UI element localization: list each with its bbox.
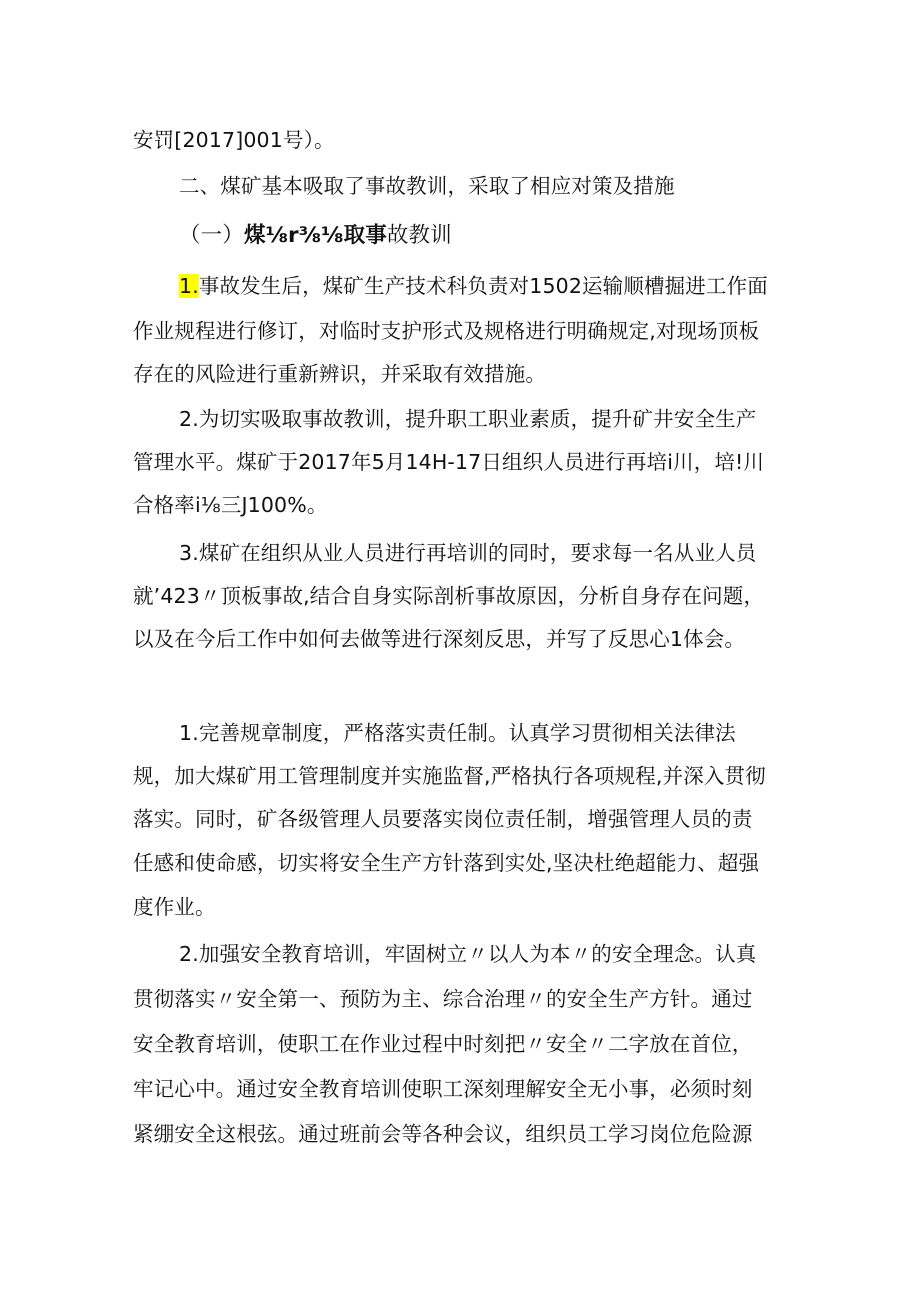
sub-one-heading bbox=[179, 222, 849, 250]
paragraph-line bbox=[179, 719, 849, 747]
paragraph-text: .煤矿在组织从业人员进行再培训的同时，要求每一名从业人员 bbox=[192, 541, 757, 565]
highlighted-marker: 1. bbox=[179, 274, 199, 298]
paragraph-text: 任感和使命感，切实将安全生产方针落到实处,坚决杜绝超能力、超强 bbox=[133, 851, 760, 875]
paragraph-text: 存在的风险进行重新辨识，并采取有效措施。 bbox=[133, 362, 546, 386]
paragraph-line bbox=[133, 762, 803, 790]
paragraph-text: 规，加大煤矿用工管理制度并实施监督,严格执行各项规程,并深入贯彻 bbox=[133, 764, 766, 788]
item-marker: 1 bbox=[179, 721, 193, 745]
paragraph-line bbox=[133, 360, 803, 388]
item-marker: 2 bbox=[179, 407, 193, 431]
reference-line bbox=[133, 126, 803, 154]
paragraph-line bbox=[133, 491, 803, 519]
item-marker: 3 bbox=[179, 541, 193, 565]
paragraph-text: .完善规章制度，严格落实责任制。认真学习贯彻相关法律法 bbox=[192, 721, 736, 745]
paragraph-text: 事故发生后，煤矿生产技术科负责对1502运输顺槽掘进工作面 bbox=[198, 274, 768, 298]
paragraph-line bbox=[133, 1120, 803, 1148]
paragraph-text: 贯彻落实〃安全第一、预防为主、综合治理〃的安全生产方针。通过 bbox=[133, 987, 753, 1011]
paragraph-line bbox=[133, 625, 803, 653]
paragraph-line bbox=[133, 893, 803, 921]
paragraph-line bbox=[133, 1030, 803, 1058]
section-two-heading bbox=[179, 172, 849, 200]
paragraph-line bbox=[133, 1075, 803, 1103]
paragraph-line bbox=[179, 272, 849, 300]
paragraph-line bbox=[179, 539, 849, 567]
paragraph-line bbox=[133, 317, 803, 345]
item-marker: 2 bbox=[179, 942, 193, 966]
paragraph-text: 紧绷安全这根弦。通过班前会等各种会议，组织员工学习岗位危险源 bbox=[133, 1122, 753, 1146]
paragraph-line bbox=[133, 849, 803, 877]
paragraph-text: 管理水平。煤矿于2017年5月14H-17日组织人员进行再培i川，培!川 bbox=[133, 450, 765, 474]
paragraph-text: 作业规程进行修订，对临时支护形式及规格进行明确规定,对现场顶板 bbox=[133, 319, 760, 343]
sub-one-heading-prefix: （一） bbox=[179, 223, 244, 248]
paragraph-line bbox=[179, 405, 849, 433]
sub-one-heading-bold: 煤⅛r⅜⅛取事 bbox=[243, 223, 387, 248]
paragraph-text: 以及在今后工作中如何去做等进行深刻反思，并写了反思心1体会。 bbox=[133, 627, 746, 651]
paragraph-text: 度作业。 bbox=[133, 895, 216, 919]
sub-one-heading-rest: 故教训 bbox=[386, 223, 452, 248]
paragraph-text: .为切实吸取事故教训，提升职工职业素质，提升矿井安全生产 bbox=[192, 407, 757, 431]
paragraph-text: 就’423〃顶板事故,结合自身实际剖析事故原因，分析自身存在问题， bbox=[133, 584, 765, 608]
paragraph-line bbox=[133, 985, 803, 1013]
paragraph-text: .加强安全教育培训，牢固树立〃以人为本〃的安全理念。认真 bbox=[192, 942, 757, 966]
paragraph-line bbox=[133, 582, 803, 610]
paragraph-line bbox=[133, 805, 803, 833]
paragraph-text: 牢记心中。通过安全教育培训使职工深刻理解安全无小事，必须时刻 bbox=[133, 1077, 753, 1101]
reference-text: 安罚[2017]001号）。 bbox=[133, 128, 335, 152]
paragraph-text: 合格率i⅛三J100%。 bbox=[133, 493, 328, 517]
paragraph-line bbox=[179, 940, 849, 968]
paragraph-text: 落实。同时，矿各级管理人员要落实岗位责任制，增强管理人员的责 bbox=[133, 807, 753, 831]
section-two-heading-text: 二、煤矿基本吸取了事故教训，采取了相应对策及措施 bbox=[179, 174, 675, 198]
paragraph-line bbox=[133, 448, 803, 476]
paragraph-text: 安全教育培训，使职工在作业过程中时刻把〃安全〃二字放在首位， bbox=[133, 1032, 753, 1056]
